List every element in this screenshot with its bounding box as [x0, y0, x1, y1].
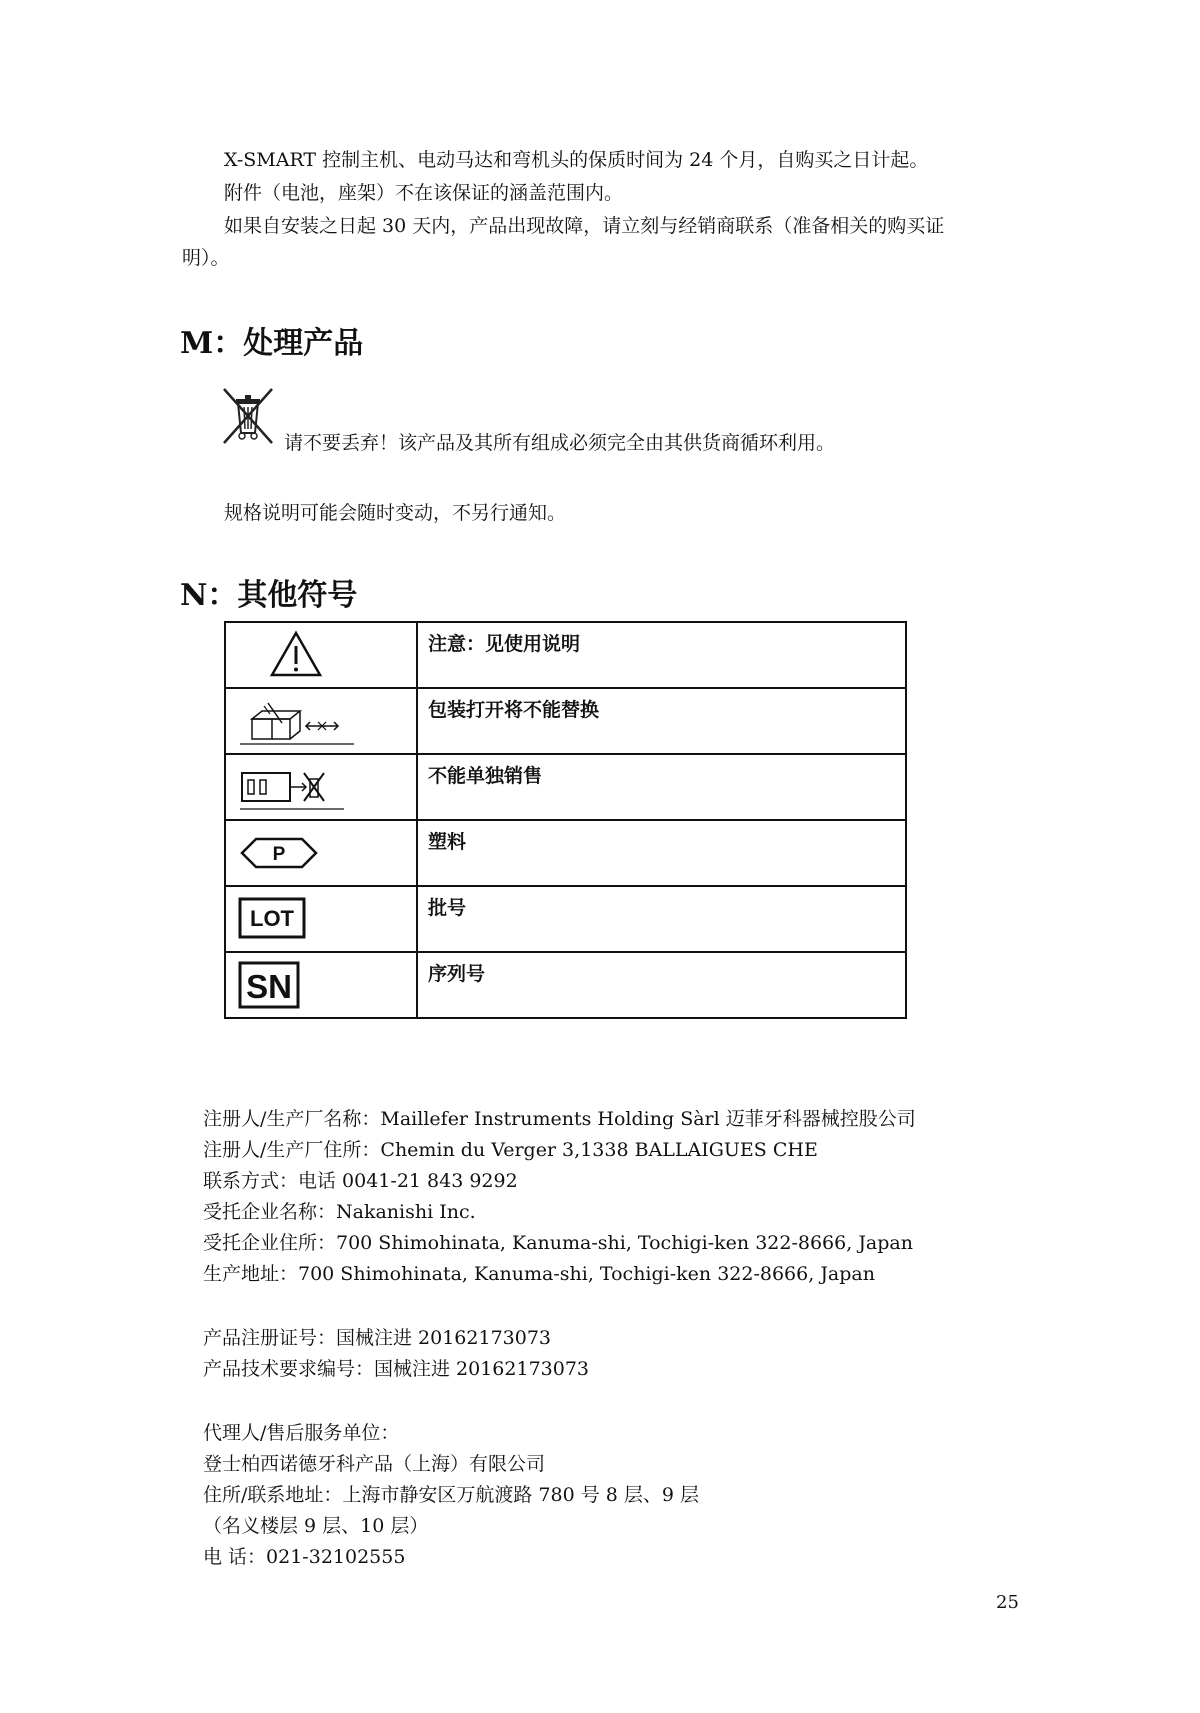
- symbol-label: 不能单独销售: [417, 754, 906, 820]
- agent-address: 住所/联系地址：上海市静安区万航渡路 780 号 8 层、9 层: [203, 1484, 700, 1506]
- package-open-icon: [225, 688, 417, 754]
- spec-change-note: 规格说明可能会随时变动，不另行通知。: [224, 502, 567, 524]
- registrant-name: 注册人/生产厂名称：Maillefer Instruments Holding Sàrl 迈菲牙科器械控股公司: [203, 1108, 916, 1130]
- symbol-label: 批号: [417, 886, 906, 952]
- symbol-row: [225, 952, 906, 1018]
- page-number: 25: [996, 1592, 1019, 1613]
- production-address: 生产地址：700 Shimohinata, Kanuma-shi, Tochigi-ken 322-8666, Japan: [203, 1263, 875, 1285]
- serial-number-icon: [225, 952, 417, 1018]
- symbol-label: 序列号: [417, 952, 906, 1018]
- contracted-company-address: 受托企业住所：700 Shimohinata, Kanuma-shi, Tochigi-ken 322-8666, Japan: [203, 1232, 913, 1254]
- symbols-table: [224, 621, 907, 1019]
- lot-icon-text: LOT: [250, 906, 294, 931]
- warranty-line-4: 明）。: [182, 247, 230, 269]
- symbol-row: [225, 688, 906, 754]
- no-single-sale-icon: [225, 754, 417, 820]
- warranty-line-1: X-SMART 控制主机、电动马达和弯机头的保质时间为 24 个月，自购买之日计起。: [224, 149, 929, 171]
- contact-phone: 联系方式：电话 0041-21 843 9292: [203, 1170, 518, 1192]
- plastic-icon-letter: P: [272, 844, 286, 865]
- disposal-text: 请不要丢弃！该产品及其所有组成必须完全由其供货商循环利用。: [284, 432, 836, 454]
- registration-certificate-number: 产品注册证号：国械注进 20162173073: [203, 1327, 552, 1349]
- sn-icon-text: SN: [246, 968, 292, 1005]
- symbol-label: 包装打开将不能替换: [417, 688, 906, 754]
- lot-icon: [225, 886, 417, 952]
- plastic-p-icon: [225, 820, 417, 886]
- warranty-line-2: 附件（电池，座架）不在该保证的涵盖范围内。: [224, 182, 624, 204]
- symbol-row: [225, 754, 906, 820]
- recycle-bin-crossed-icon: [218, 385, 280, 447]
- section-m-heading: M：处理产品: [180, 326, 364, 361]
- symbol-row: [225, 820, 906, 886]
- registrant-address: 注册人/生产厂住所：Chemin du Verger 3,1338 BALLAIGUES CHE: [203, 1139, 818, 1161]
- symbol-label: 塑料: [417, 820, 906, 886]
- agent-company: 登士柏西诺德牙科产品（上海）有限公司: [203, 1453, 546, 1475]
- agent-address-note: （名义楼层 9 层、10 层）: [203, 1515, 429, 1537]
- technical-requirement-number: 产品技术要求编号：国械注进 20162173073: [203, 1358, 590, 1380]
- symbol-label: 注意：见使用说明: [417, 622, 906, 688]
- contracted-company-name: 受托企业名称：Nakanishi Inc.: [203, 1201, 476, 1223]
- warranty-line-3: 如果自安装之日起 30 天内，产品出现故障，请立刻与经销商联系（准备相关的购买证: [224, 215, 945, 237]
- agent-phone: 电 话：021-32102555: [203, 1546, 406, 1568]
- symbol-row: [225, 622, 906, 688]
- section-n-heading: N：其他符号: [180, 578, 358, 613]
- warning-triangle-icon: [225, 622, 417, 688]
- symbol-row: [225, 886, 906, 952]
- agent-label: 代理人/售后服务单位：: [203, 1422, 400, 1444]
